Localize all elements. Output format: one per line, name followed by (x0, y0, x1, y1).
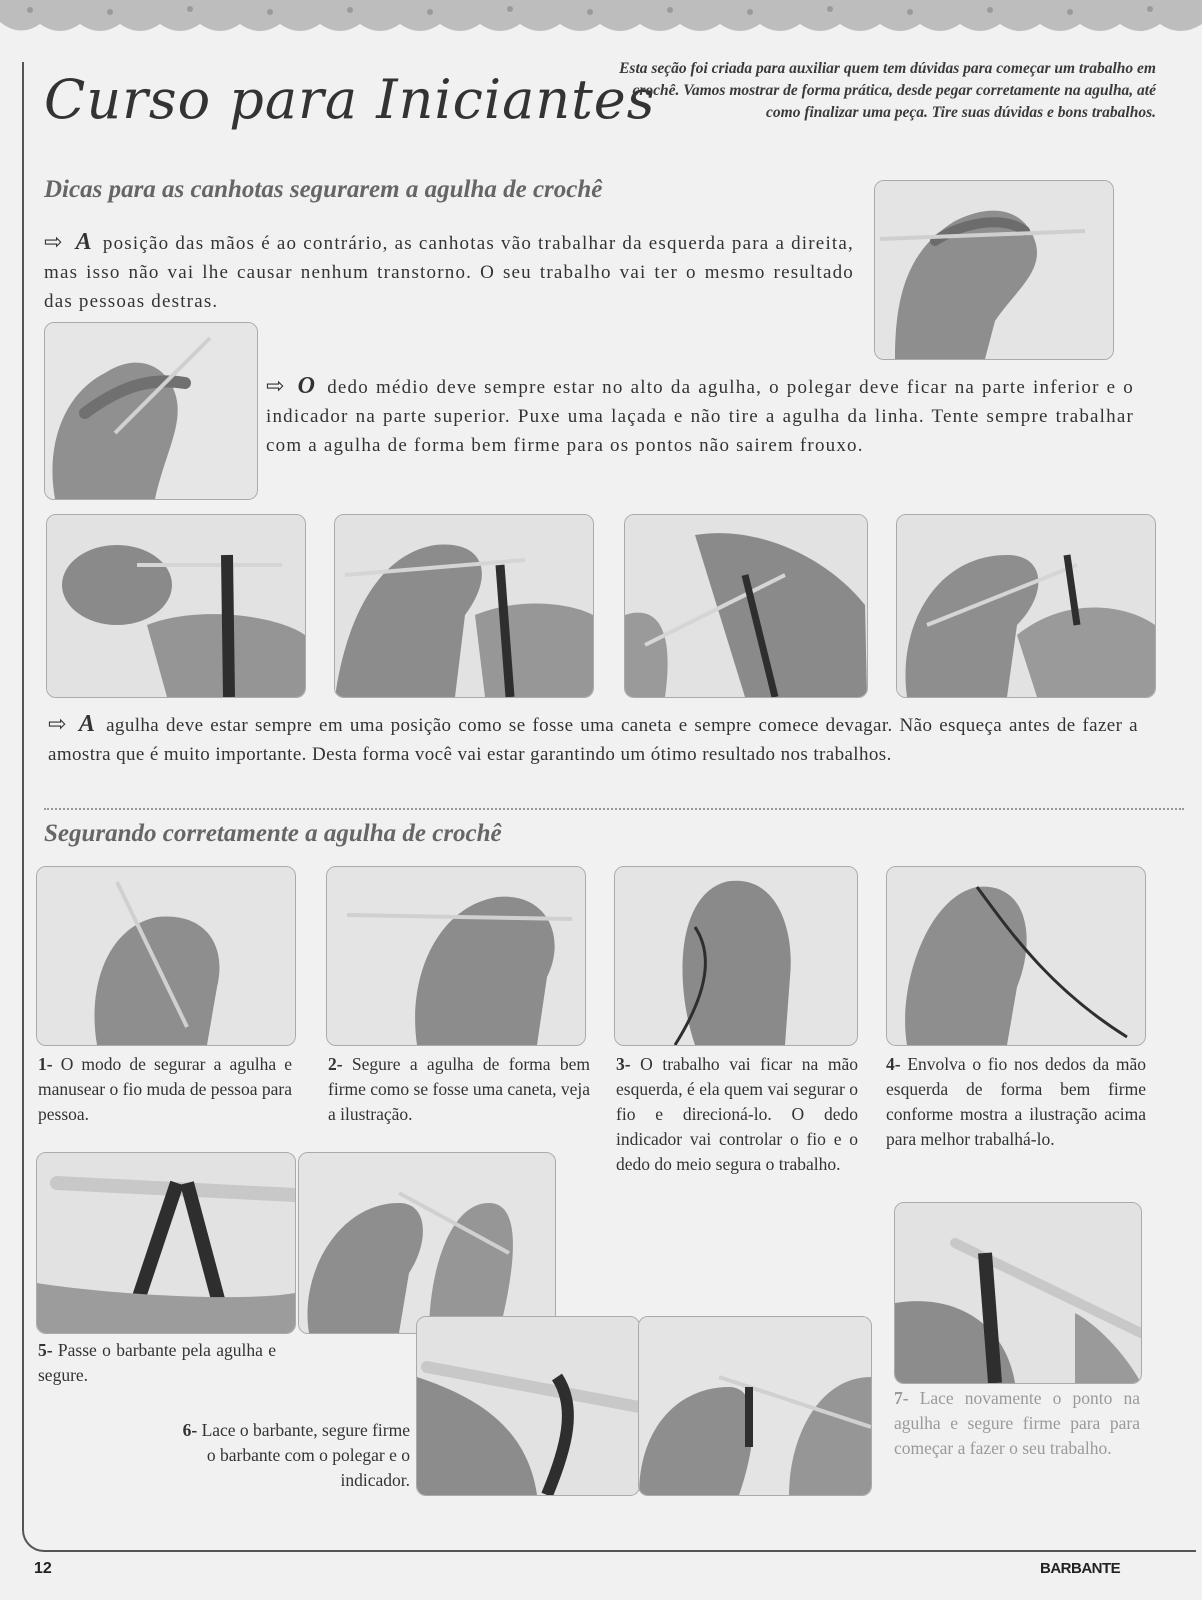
photo-step-4-image (887, 867, 1145, 1045)
brand-logo: BARBANTE (1040, 1560, 1121, 1577)
photo-step-1-image (37, 867, 295, 1045)
photo-step-6a-image (417, 1317, 639, 1495)
step-2-caption: 2- Segure a agulha de forma bem firme como se fosse uma caneta, veja a ilustração. (328, 1054, 590, 1124)
section-heading-left-handed: Dicas para as canhotas segurarem a agulha de crochê (44, 176, 603, 203)
intro-text: Esta seção foi criada para auxiliar quem tem dúvidas para começar um trabalho em crochê. Vamos mostrar de forma prática, desde pegar corretamente na agulha, até como finalizar uma peça. Tire suas dúvidas e bons trabalhos. (619, 60, 1156, 121)
photo-step-5a (36, 1152, 296, 1334)
page-number: 12 (34, 1560, 52, 1577)
tip-paragraph-2: ⇨ O dedo médio deve sempre estar no alto da agulha, o polegar deve ficar na parte inferior e o indicador na parte superior. Puxe uma laçada e não tire a agulha da linha. Tente sempre trabalhar com a agulha de forma bem firme para os pontos não sairem frouxo. (266, 373, 1134, 456)
photo-step-b-image (335, 515, 593, 697)
photo-step-a-image (47, 515, 305, 697)
step-5-caption: 5- Passe o barbante pela agulha e segure. (38, 1340, 276, 1385)
tip-paragraph-3: ⇨ A agulha deve estar sempre em uma posição como se fosse uma caneta e sempre comece devagar. Não esqueça antes de fazer a amostra que é muito importante. Desta forma você vai estar garantindo um ótimo resultado nos trabalhos. (48, 711, 1138, 765)
arrow-right-icon: ⇨ (44, 230, 64, 255)
photo-step-d-image (897, 515, 1155, 697)
photo-step-b (334, 514, 594, 698)
photo-step-5b (298, 1152, 556, 1334)
photo-step-c-image (625, 515, 867, 697)
photo-step-6b-image (639, 1317, 871, 1495)
photo-step-2 (326, 866, 586, 1046)
section-heading-holding-needle: Segurando corretamente a agulha de crochê (44, 820, 502, 847)
photo-step-3 (614, 866, 858, 1046)
photo-step-5a-image (37, 1153, 295, 1333)
photo-step-6b (638, 1316, 872, 1496)
photo-hand-holding-needle (874, 180, 1114, 360)
hand-needle-image (875, 181, 1113, 359)
photo-step-3-image (615, 867, 857, 1045)
step-7-caption: 7- Lace novamente o ponto na agulha e segure firme para para começar a fazer o seu trabalho. (894, 1388, 1140, 1458)
photo-step-5b-image (299, 1153, 555, 1333)
photo-step-a (46, 514, 306, 698)
photo-step-d (896, 514, 1156, 698)
lace-border (0, 0, 1202, 40)
photo-step-c (624, 514, 868, 698)
page-title: Curso para Iniciantes (44, 68, 656, 131)
photo-step-1 (36, 866, 296, 1046)
photo-step-7-image (895, 1203, 1141, 1383)
arrow-right-icon: ⇨ (48, 712, 67, 737)
photo-step-2-image (327, 867, 585, 1045)
photo-step-7 (894, 1202, 1142, 1384)
step-3-caption: 3- O trabalho vai ficar na mão esquerda, é ela quem vai segurar o fio e direcioná-lo. O dedo indicador vai controlar o fio e o dedo do meio segura o trabalho. (616, 1054, 858, 1174)
photo-step-4 (886, 866, 1146, 1046)
hand-grip-image (45, 323, 257, 499)
arrow-right-icon: ⇨ (266, 374, 286, 399)
photo-step-6a (416, 1316, 640, 1496)
step-6-caption: 6- Lace o barbante, segure firme o barbante com o polegar e o indicador. (182, 1420, 410, 1490)
photo-hand-grip-1 (44, 322, 258, 500)
step-4-caption: 4- Envolva o fio nos dedos da mão esquerda de forma bem firme conforme mostra a ilustração acima para melhor trabalhá-lo. (886, 1054, 1146, 1149)
step-1-caption: 1- O modo de segurar a agulha e manusear o fio muda de pessoa para pessoa. (38, 1054, 293, 1124)
tip-paragraph-1: ⇨ A posição das mãos é ao contrário, as canhotas vão trabalhar da esquerda para a direita, mas isso não vai lhe causar nenhum transtorno. O seu trabalho vai ter o mesmo resultado das pessoas destras. (44, 229, 854, 312)
section-divider (44, 808, 1184, 810)
